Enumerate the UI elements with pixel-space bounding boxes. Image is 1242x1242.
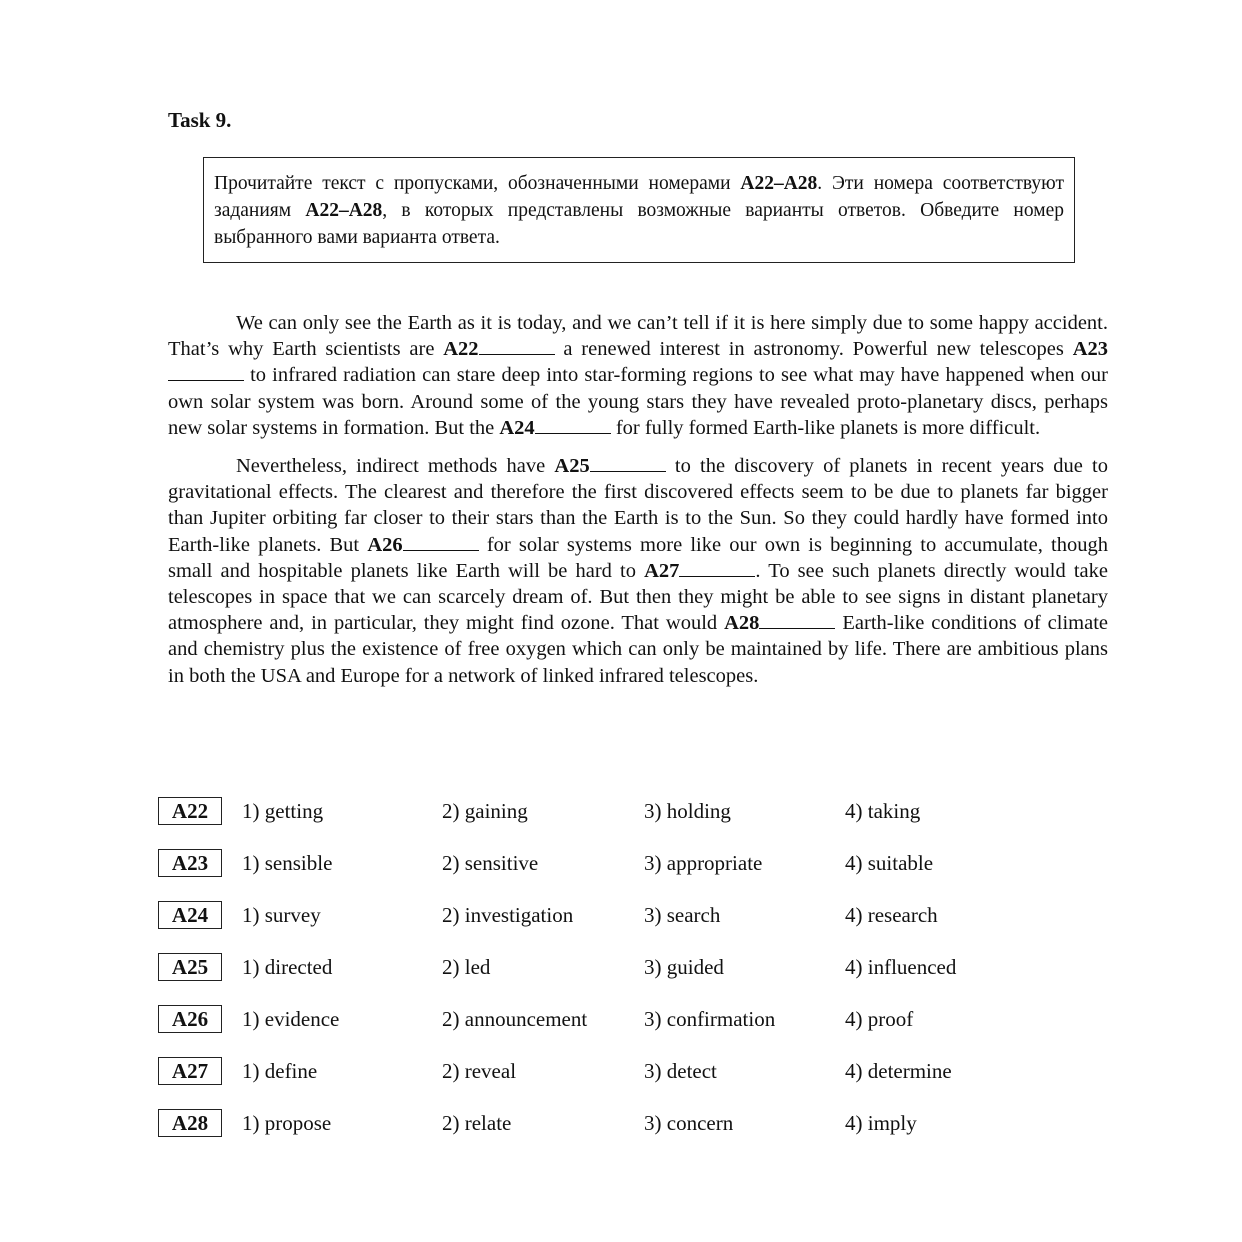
answer-option[interactable]: 4) research — [845, 903, 938, 927]
answer-option[interactable]: 3) holding — [644, 799, 731, 823]
question-row — [158, 1057, 1058, 1087]
question-label: A27 — [158, 1057, 222, 1085]
passage-text: to the discovery of planets in recent years due to gravitational effects. The clearest and therefore the first discovered effects seem to be due to planets far bigger than Jupiter orbiting far closer to their stars than the Earth is to the Sun. So they could hardly have formed into Earth-like planets. But — [168, 455, 1108, 556]
passage-text: for solar systems more like our own is beginning to accumulate, though small and hospitable planets like Earth will be hard to — [168, 533, 1108, 582]
instruction-text — [214, 170, 1064, 251]
question-row — [158, 1005, 1058, 1035]
gap-blank — [168, 379, 244, 381]
answer-option[interactable]: 3) appropriate — [644, 851, 763, 875]
question-row — [158, 953, 1058, 983]
answer-option[interactable]: 2) relate — [442, 1111, 512, 1135]
answer-option[interactable]: 3) guided — [644, 955, 724, 979]
question-label: A26 — [158, 1005, 222, 1033]
instruction-range: A22–A28 — [740, 173, 818, 194]
answer-option[interactable]: 4) suitable — [845, 851, 934, 875]
answer-option[interactable]: 3) detect — [644, 1059, 717, 1083]
answer-option[interactable]: 1) survey — [242, 903, 321, 927]
passage-text: We can only see the Earth as it is today, and we can’t tell if it is here simply due to some happy accident. That’s why Earth scientists are — [168, 312, 1108, 361]
instruction-part: . Эти номера соответствуют заданиям — [214, 173, 1064, 221]
answer-option[interactable]: 2) gaining — [442, 799, 528, 823]
gap-blank — [403, 549, 479, 551]
question-row — [158, 849, 1058, 879]
answer-option[interactable]: 2) investigation — [442, 903, 574, 927]
reading-passage — [168, 310, 1108, 689]
answer-option[interactable]: 3) confirmation — [644, 1007, 776, 1031]
answer-option[interactable]: 3) concern — [644, 1111, 734, 1135]
answer-option[interactable]: 1) directed — [242, 955, 333, 979]
answer-option[interactable]: 1) sensible — [242, 851, 333, 875]
question-row — [158, 1109, 1058, 1139]
answer-option[interactable]: 2) led — [442, 955, 491, 979]
instruction-box — [203, 157, 1075, 263]
gap-blank — [759, 627, 835, 629]
answer-option[interactable]: 3) search — [644, 903, 721, 927]
passage-text: for fully formed Earth-like planets is more difficult. — [610, 416, 1041, 439]
task-title: Task 9. — [168, 108, 232, 132]
passage-text: Nevertheless, indirect methods have — [236, 455, 555, 478]
passage-text: to infrared radiation can stare deep into star-forming regions to see what may have happened when our own solar system was born. Around some of the young stars they have revealed proto-planetary discs, perhaps new solar systems in formation. But the — [168, 364, 1108, 439]
instruction-part: , в которых представлены возможные варианты ответов. Обведите номер выбранного вами варианта ответа. — [214, 200, 1064, 248]
answer-option[interactable]: 1) define — [242, 1059, 318, 1083]
answer-option[interactable]: 4) imply — [845, 1111, 917, 1135]
passage-text: a renewed interest in astronomy. Powerful new telescopes — [554, 338, 1073, 361]
answer-option[interactable]: 4) influenced — [845, 955, 957, 979]
gap-blank — [590, 470, 666, 472]
gap-label: A22 — [443, 338, 479, 361]
instruction-range: A22–A28 — [305, 200, 383, 221]
question-label: A23 — [158, 849, 222, 877]
gap-label: A25 — [554, 455, 590, 478]
gap-label: A24 — [499, 416, 535, 439]
answer-option[interactable]: 2) sensitive — [442, 851, 539, 875]
question-label: A24 — [158, 901, 222, 929]
answer-option[interactable]: 2) announcement — [442, 1007, 588, 1031]
gap-label: A26 — [367, 533, 403, 556]
answer-option[interactable]: 4) taking — [845, 799, 921, 823]
answer-option[interactable]: 1) evidence — [242, 1007, 340, 1031]
gap-label: A23 — [1072, 338, 1108, 361]
question-label: A25 — [158, 953, 222, 981]
passage-text: Earth-like conditions of climate and chemistry plus the existence of free oxygen which can only be maintained by life. There are ambitious plans in both the USA and Europe for a network of linked infrared telescopes. — [168, 612, 1108, 687]
answer-option[interactable]: 4) determine — [845, 1059, 952, 1083]
paragraph-2 — [168, 453, 1108, 689]
question-label: A28 — [158, 1109, 222, 1137]
gap-label: A28 — [724, 612, 760, 635]
answer-option[interactable]: 4) proof — [845, 1007, 914, 1031]
answer-option[interactable]: 1) getting — [242, 799, 324, 823]
gap-blank — [479, 353, 555, 355]
gap-blank — [535, 432, 611, 434]
answer-option[interactable]: 1) propose — [242, 1111, 332, 1135]
paragraph-1 — [168, 310, 1108, 441]
passage-text: . To see such planets directly would take telescopes in space that we can scarcely dream of. But then they might be able to see signs in distant planetary atmosphere and, in particular, they might find ozone. That would — [168, 559, 1108, 635]
answer-option[interactable]: 2) reveal — [442, 1059, 517, 1083]
question-row — [158, 901, 1058, 931]
gap-label: A27 — [644, 559, 680, 582]
question-label: A22 — [158, 797, 222, 825]
gap-blank — [679, 575, 755, 577]
question-row — [158, 797, 1058, 827]
instruction-part: Прочитайте текст с пропусками, обозначенными номерами — [214, 173, 741, 194]
